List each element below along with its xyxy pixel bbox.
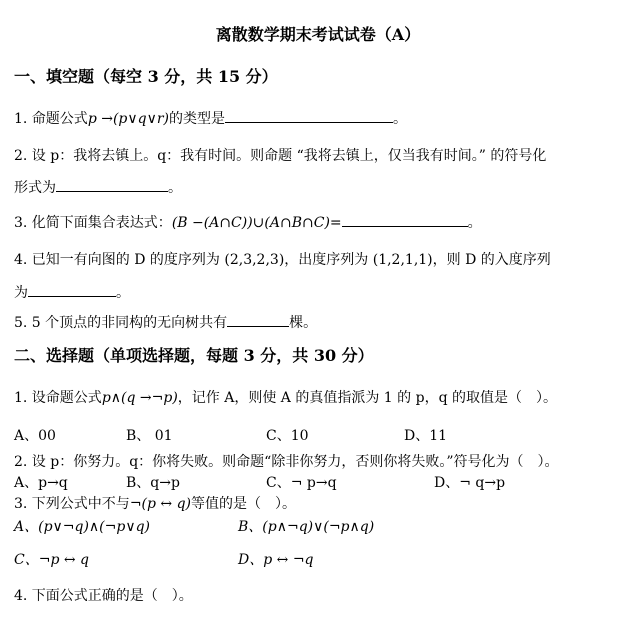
s2-question-1 bbox=[14, 388, 557, 408]
s1-question-5 bbox=[14, 312, 317, 333]
s2q1-option-b[interactable]: B、 01 bbox=[126, 428, 173, 444]
answer-blank[interactable] bbox=[227, 312, 289, 327]
s2q3-option-c[interactable]: C、¬p ↔ q bbox=[14, 552, 89, 568]
s2q1-suffix: ，记作 A，则使 A 的真值指派为 1 的 p，q 的取值是（ ）。 bbox=[177, 390, 557, 406]
s1-question-4-line2 bbox=[14, 282, 130, 303]
s1-question-3 bbox=[14, 212, 482, 233]
s2-question-3 bbox=[14, 494, 296, 514]
s2q3-option-b[interactable]: B、(p∧¬q)∨(¬p∧q) bbox=[238, 519, 375, 535]
s1-question-4-line1: 4. 已知一有向图的 D 的度序列为 (2,3,2,3)，出度序列为 (1,2,1,1)，则 D 的入度序列 bbox=[14, 252, 551, 268]
s1q3-prefix: 3. 化简下面集合表达式： bbox=[14, 215, 172, 231]
s1q2-prefix: 形式为 bbox=[14, 180, 56, 196]
answer-blank[interactable] bbox=[56, 177, 168, 192]
s1q2-end: 。 bbox=[168, 180, 182, 196]
s1q1-end: 。 bbox=[393, 111, 407, 127]
s2q2-option-d[interactable]: D、¬ q→p bbox=[434, 475, 506, 491]
s1q4-prefix: 为 bbox=[14, 285, 28, 301]
s1q1-formula: p →(p∨q∨r) bbox=[87, 111, 169, 127]
s1q3-formula: (B −(A∩C))∪(A∩B∩C) bbox=[171, 215, 330, 231]
answer-blank[interactable] bbox=[28, 282, 116, 297]
s2q1-formula: p∧(q →¬p) bbox=[101, 390, 178, 406]
section1-heading: 一、填空题（每空 3 分，共 15 分） bbox=[14, 67, 278, 86]
s1q1-prefix: 1. 命题公式 bbox=[14, 111, 88, 127]
s1q4-end: 。 bbox=[116, 285, 130, 301]
s1q5-suffix: 棵。 bbox=[289, 315, 318, 331]
s2q3-option-a[interactable]: A、(p∨¬q)∧(¬p∨q) bbox=[14, 519, 151, 535]
s1-question-1 bbox=[14, 108, 407, 129]
answer-blank[interactable] bbox=[342, 212, 468, 227]
s2-question-2: 2. 设 p：你努力。q：你将失败。则命题“除非你努力，否则你将失败。”符号化为（ ）。 bbox=[14, 454, 559, 470]
s2-question-4: 4. 下面公式正确的是（ ）。 bbox=[14, 588, 193, 604]
s2q1-option-d[interactable]: D、11 bbox=[404, 428, 448, 444]
s2q3-formula: ¬(p ↔ q) bbox=[129, 496, 192, 512]
s2q3-prefix: 3. 下列公式中不与 bbox=[14, 496, 130, 512]
answer-blank[interactable] bbox=[225, 108, 393, 123]
s2q1-option-c[interactable]: C、10 bbox=[266, 428, 309, 444]
s1q3-eq: = bbox=[329, 215, 342, 231]
s2q2-option-b[interactable]: B、q→p bbox=[126, 475, 180, 491]
s1q5-prefix: 5. 5 个顶点的非同构的无向树共有 bbox=[14, 315, 228, 331]
s2q2-option-a[interactable]: A、p→q bbox=[14, 475, 68, 491]
page-title: 离散数学期末考试试卷（A） bbox=[215, 25, 421, 44]
s2q3-suffix: 等值的是（ ）。 bbox=[191, 496, 297, 512]
s2q1-option-a[interactable]: A、00 bbox=[14, 428, 56, 444]
s1q3-end: 。 bbox=[467, 215, 482, 231]
s2q2-option-c[interactable]: C、¬ p→q bbox=[266, 475, 337, 491]
s2q3-option-d[interactable]: D、p ↔ ¬q bbox=[238, 552, 314, 568]
s2q1-prefix: 1. 设命题公式 bbox=[14, 390, 102, 406]
s1q1-suffix: 的类型是 bbox=[169, 111, 225, 127]
s1-question-2-line2 bbox=[14, 177, 182, 198]
s1-question-2-line1: 2. 设 p：我将去镇上。q：我有时间。则命题 “我将去镇上，仅当我有时间。” 的符号化 bbox=[14, 148, 547, 164]
section2-heading: 二、选择题（单项选择题，每题 3 分，共 30 分） bbox=[14, 346, 374, 365]
